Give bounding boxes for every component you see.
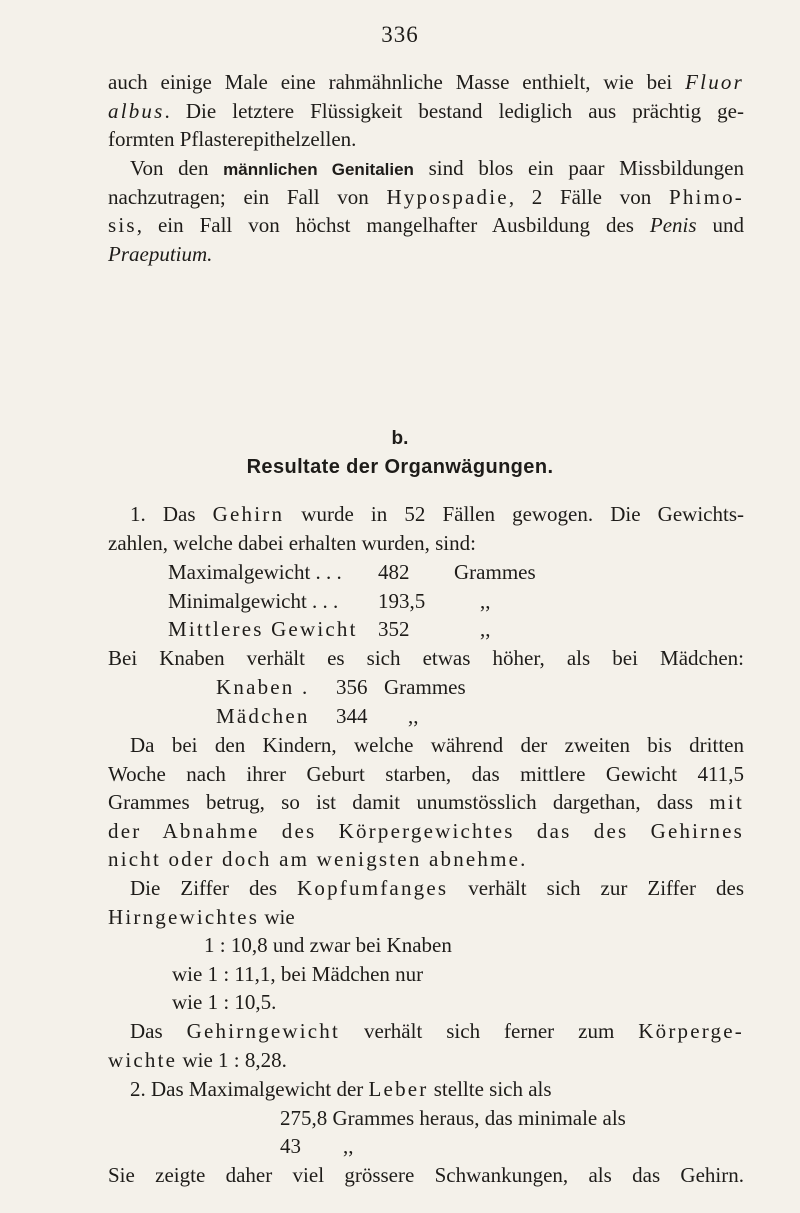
table-row: Mädchen 344 ,, bbox=[216, 703, 419, 728]
paragraph-gehirngewicht bbox=[108, 1017, 744, 1074]
paragraph-genitalien bbox=[108, 154, 744, 268]
text-line: Bei Knaben verhält es sich etwas höher, als bei Mädchen: bbox=[108, 646, 744, 670]
text-line: der Abnahme des Körpergewichtes das des Gehirnes bbox=[108, 818, 744, 843]
text-line: Grammes betrug, so ist damit unumstösslich dargethan, dass mit bbox=[108, 790, 744, 815]
text-line: 2. Das Maximalgewicht der Leber stellte sich als bbox=[130, 1077, 552, 1101]
text-line: 275,8 Grammes heraus, das minimale als bbox=[280, 1105, 626, 1130]
text-line: Hirngewichtes wie bbox=[108, 904, 295, 929]
paragraph-knaben-maedchen bbox=[108, 644, 744, 673]
text-line: nicht oder doch am wenigsten abnehme. bbox=[108, 847, 528, 872]
text-line: auch einige Male eine rahmähnliche Masse enthielt, wie bei Fluor bbox=[108, 70, 744, 94]
paragraph-gehirn bbox=[108, 500, 744, 557]
sex-weight-table bbox=[108, 673, 744, 730]
text-line: zahlen, welche dabei erhalten wurden, sind: bbox=[108, 530, 476, 555]
table-row: Knaben . 356 Grammes bbox=[216, 675, 466, 699]
brain-weight-table bbox=[108, 558, 744, 644]
ratio-line: 1 : 10,8 und zwar bei Knaben bbox=[204, 933, 452, 958]
paragraph-fluor-albus bbox=[108, 68, 744, 154]
page-number: 336 bbox=[381, 22, 419, 47]
text-line: Woche nach ihrer Geburt starben, das mittlere Gewicht 411,5 bbox=[108, 761, 744, 786]
text-line: Von den männlichen Genitalien sind blos ein paar Missbildungen bbox=[130, 156, 744, 180]
paragraph-kinder bbox=[108, 731, 744, 874]
table-row: Mittleres Gewicht 352 ,, bbox=[168, 617, 491, 642]
paragraph-kopfumfang bbox=[108, 874, 744, 1017]
text-line: nachzutragen; ein Fall von Hypospadie, 2 Fälle von Phimo- bbox=[108, 184, 744, 209]
text-line: Das Gehirngewicht verhält sich ferner zum Körperge- bbox=[130, 1019, 744, 1043]
section-title: Resultate der Organwägungen. bbox=[246, 456, 554, 478]
text-line: Sie zeigte daher viel grössere Schwankungen, als das Gehirn. bbox=[108, 1162, 744, 1187]
ratio-line: wie 1 : 10,5. bbox=[172, 990, 277, 1015]
text-line: 43 ,, bbox=[280, 1134, 354, 1158]
text-line: 1. Das Gehirn wurde in 52 Fällen gewogen. Die Gewichts- bbox=[130, 502, 744, 526]
text-line: Praeputium. bbox=[108, 241, 213, 266]
table-row: Minimalgewicht . . . 193,5 ,, bbox=[168, 588, 491, 613]
text-line: Da bei den Kindern, welche während der zweiten bis dritten bbox=[130, 733, 744, 757]
paragraph-leber bbox=[108, 1075, 744, 1132]
text-line: albus. Die letztere Flüssigkeit bestand lediglich aus prächtig ge- bbox=[108, 98, 744, 123]
paragraph-leber-continued bbox=[108, 1132, 744, 1189]
section-letter: b. bbox=[391, 428, 409, 449]
text-line: sis, ein Fall von höchst mangelhafter Ausbildung des Penis und bbox=[108, 213, 744, 238]
text-line: wichte wie 1 : 8,28. bbox=[108, 1047, 287, 1072]
text-line: formten Pflasterepithelzellen. bbox=[108, 127, 357, 152]
table-row: Maximalgewicht . . . 482 Grammes bbox=[168, 560, 536, 584]
ratio-line: wie 1 : 11,1, bei Mädchen nur bbox=[172, 961, 424, 986]
text-line: Die Ziffer des Kopfumfanges verhält sich zur Ziffer des bbox=[130, 876, 744, 900]
